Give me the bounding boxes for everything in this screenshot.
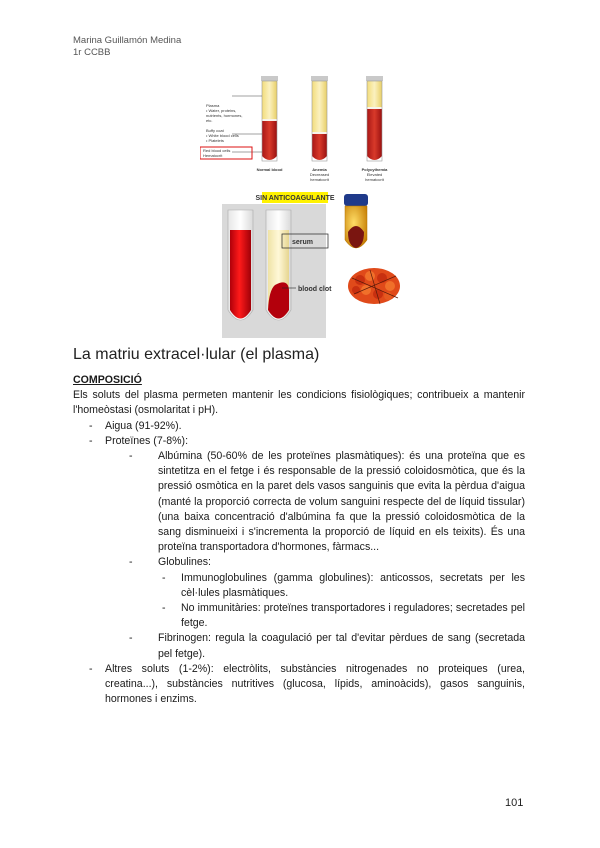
tube-anemia: [311, 76, 328, 161]
intro-paragraph: Els soluts del plasma permeten mantenir les condicions fisiològiques; contribueix a mantenir l'homeòstasi (osmolaritat i pH).: [73, 389, 525, 417]
tube-normal: [261, 76, 278, 161]
legend-plasma-1: • Water, proteins,: [206, 108, 237, 113]
tube-label-poly: Polycythemia: [361, 167, 388, 172]
legend-buffy: Buffy coat: [206, 128, 224, 133]
author-name: Marina Guillamón Medina: [73, 35, 182, 46]
legend-plasma-3: etc.: [206, 118, 213, 123]
legend-plasma: Plasma: [206, 103, 220, 108]
serum-label: serum: [292, 239, 314, 246]
figure-legend: [203, 103, 242, 158]
tube-label-anemia-2: hematocrit: [310, 177, 329, 182]
legend-buffy-2: • Platelets: [206, 138, 224, 143]
list-item-proteins: [73, 434, 525, 662]
list-item-albumin: - Albúmina (50-60% de les proteïnes plasmàtiques): és una proteïna que es sintetitza en el fetge i és responsable de la pressió coloidosmòtica, que és la pressió osmòtica en la paret dels vasos sanguinis que evita la pèrdua d'aigua (manté la proporció correcta de volum sanguini respecte del de líquid tissular) (una baixa concentració d'albúmina fa que la pressió coloidosmòtica de la sang disminueixi i s'incrementa la proporció de líquid en els teixits). És una proteïna transportadora d'hormones, fàrmacs...: [73, 449, 525, 555]
fibrin-mesh-image: [348, 268, 400, 304]
page-number: 101: [505, 797, 524, 809]
list-item-immunoglobulins: - Immunoglobulines (gamma globulines): anticossos, secretats per les cèl·lules plasmàtiques.: [73, 571, 525, 601]
course-name: 1r CCBB: [73, 47, 111, 58]
page-header: [73, 35, 181, 59]
list-item-other-solutes: - Altres soluts (1-2%): electròlits, substàncies nitrogenades no proteiques (urea, creatina...), substàncies nutritives (glucosa, lípids, aminoàcids), gasos sanguinis, hormones i enzims.: [73, 662, 525, 708]
blood-clot-label: blood clot: [298, 286, 332, 293]
tube-label-normal: Normal blood: [256, 167, 283, 172]
coagulation-figure: [220, 190, 410, 340]
hematocrit-figure: [200, 72, 400, 190]
tube-label-poly-2: hematocrit: [365, 177, 384, 182]
proteins-sublist: [73, 449, 525, 662]
legend-buffy-1: • White blood cells: [206, 133, 239, 138]
legend-plasma-2: nutrients, hormones,: [206, 113, 243, 118]
composition-list: [73, 419, 525, 708]
tube-label-poly-1: Elevated: [366, 172, 383, 177]
list-item-globulins: [73, 555, 525, 631]
tube-polycythemia: [366, 76, 383, 161]
composition-heading: COMPOSICIÓ: [73, 374, 142, 386]
legend-rbc: Red blood cells: [203, 148, 231, 153]
legend-hematocrit: Hematocrit: [203, 153, 223, 158]
composition-section: [73, 373, 525, 707]
list-item-non-immune: - No immunitàries: proteïnes transportadores i reguladores; secretades pel fetge.: [73, 601, 525, 631]
globulins-sublist: [73, 571, 525, 632]
globulins-label: Globulines:: [158, 556, 211, 569]
tube-label-anemia: Anemia: [312, 167, 327, 172]
proteins-label: Proteïnes (7-8%):: [105, 434, 189, 447]
tube-label-anemia-1: Decreased: [309, 172, 330, 177]
section-title: La matriu extracel·lular (el plasma): [73, 346, 320, 363]
banner-text: SIN ANTICOAGULANTE: [255, 195, 335, 202]
vial-cap: [344, 194, 368, 206]
list-item-water: - Aigua (91-92%).: [73, 419, 525, 434]
list-item-fibrinogen: - Fibrinogen: regula la coagulació per tal d'evitar pèrdues de sang (secretada pel fetge).: [73, 631, 525, 661]
